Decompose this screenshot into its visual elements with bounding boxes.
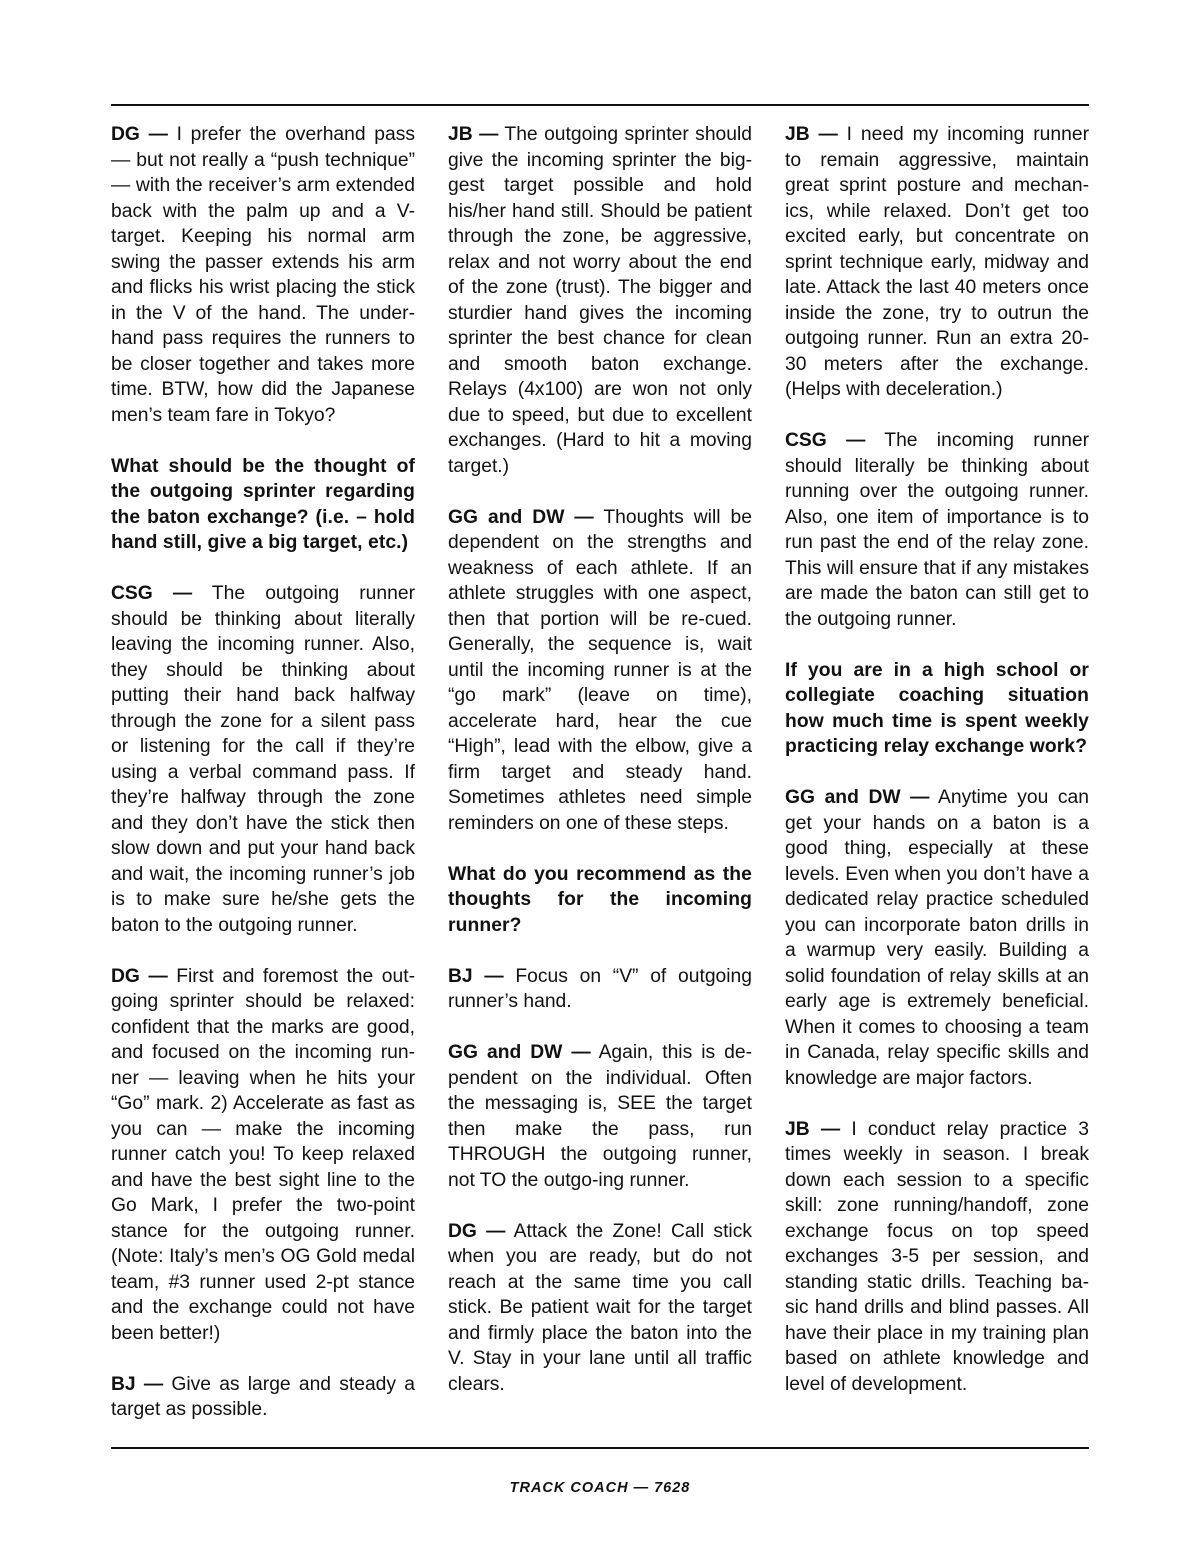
speaker-label: GG and DW — — [448, 506, 594, 528]
page-footer: TRACK COACH — 7628 — [509, 1480, 691, 1496]
interview-answer — [785, 122, 1089, 403]
speaker-label: BJ — — [111, 1373, 164, 1395]
bottom-rule — [111, 1447, 1089, 1449]
column-3 — [785, 122, 1089, 1397]
interview-answer — [111, 581, 415, 938]
answer-text: I prefer the overhand pass — but not really a “push technique” — with the receiver’s arm extended back with the palm up and a V-target. Keeping his normal arm swing the passer extends his arm and flicks his wrist placing the stick in the V of the hand. The under-hand pass requires the runners to be closer together and takes more time. BTW, how did the Japanese men’s team fare in Tokyo? — [111, 124, 416, 426]
speaker-label: DG — — [111, 124, 168, 145]
speaker-label: CSG — — [111, 583, 193, 604]
answer-text: The outgoing runner should be thinking about literally leaving the incoming runner. Also, they should be thinking about putting their hand back halfway through the zone for a silent pass or listening for the call if they’re using a verbal command pass. If they’re halfway through the zone and they don’t have the stick then slow down and put your hand back and wait, the incoming runner’s job is to make sure he/she gets the baton to the outgoing runner. — [111, 583, 415, 936]
top-rule — [111, 104, 1089, 106]
interview-answer — [448, 1040, 752, 1193]
interview-question: If you are in a high school or collegiate coaching situation how much time is spent weekly practicing relay exchange work? — [785, 659, 1089, 757]
interview-answer — [111, 122, 415, 428]
speaker-label: JB — — [785, 1118, 841, 1140]
interview-answer — [785, 785, 1089, 1091]
speaker-label: GG and DW — — [448, 1042, 591, 1063]
interview-answer — [111, 964, 415, 1347]
speaker-label: CSG — — [785, 430, 866, 451]
speaker-label: JB — — [448, 124, 499, 145]
column-1 — [111, 122, 415, 1423]
answer-text: Thoughts will be dependent on the strengths and weakness of each athlete. If an athlete struggles with one aspect, then that portion will be re-cued. Generally, the sequence is, wait until the incoming runner is at the “go mark” (leave on time), accelerate hard, hear the cue “High”, lead with the elbow, give a firm target and steady hand. Sometimes athletes need simple reminders on one of these steps. — [448, 506, 752, 834]
column-2 — [448, 122, 752, 1397]
speaker-label: JB — — [785, 124, 838, 145]
answer-text: Again, this is de-pendent on the individual. Often the messaging is, SEE the target then make the pass, run THROUGH the outgoing runner, not TO the outgo-ing runner. — [448, 1042, 752, 1191]
speaker-label: DG — — [448, 1220, 506, 1242]
speaker-label: GG and DW — — [785, 787, 930, 808]
answer-text: The incoming runner should literally be thinking about running over the outgoing runner. Also, one item of importance is to run past the end of the relay zone. This will ensure that if any mistakes are made the baton can still get to the outgoing runner. — [785, 430, 1089, 630]
answer-text: I conduct relay practice 3 times weekly in season. I break down each session to a specific skill: zone running/handoff, zone exchange focus on top speed exchanges 3-5 per session, and standing static drills. Teaching ba-sic hand drills and blind passes. All have their place in my training plan based on athlete knowledge and level of development. — [785, 1118, 1089, 1395]
interview-answer — [111, 1372, 415, 1423]
answer-text: The outgoing sprinter should give the incoming sprinter the big-gest target possible and hold his/her hand still. Should be patient through the zone, be aggressive, relax and not worry about the end of the zone (trust). The bigger and sturdier hand gives the incoming sprinter the best chance for clean and smooth baton exchange. Relays (4x100) are won not only due to speed, but due to excellent exchanges. (Hard to hit a moving target.) — [448, 124, 752, 477]
answer-text: Attack the Zone! Call stick when you are ready, but do not reach at the same time you call stick. Be patient wait for the target and firmly place the baton into the V. Stay in your lane until all traffic clears. — [448, 1220, 752, 1395]
interview-answer — [448, 122, 752, 479]
answer-text: First and foremost the out-going sprinter should be relaxed: confident that the marks are good, and focused on the incoming run-ner — leaving when he hits your “Go” mark. 2) Accelerate as fast as you can — make the incoming runner catch you! To keep relaxed and have the best sight line to the Go Mark, I prefer the two-point stance for the outgoing runner. (Note: Italy’s men’s OG Gold medal team, #3 runner used 2-pt stance and the exchange could not have been better!) — [111, 965, 415, 1344]
interview-answer — [448, 505, 752, 837]
interview-answer — [448, 964, 752, 1015]
speaker-label: BJ — — [448, 965, 504, 987]
interview-question: What should be the thought of the outgoing sprinter regarding the baton exchange? (i.e. – hold hand still, give a big target, etc.) — [111, 455, 415, 553]
interview-answer — [785, 1117, 1089, 1398]
interview-answer — [785, 428, 1089, 632]
interview-question: What do you recommend as the thoughts for the incoming runner? — [448, 863, 752, 936]
answer-text: Focus on “V” of outgoing runner’s hand. — [448, 965, 752, 1012]
interview-answer — [448, 1219, 752, 1398]
speaker-label: DG — — [111, 965, 168, 987]
answer-text: Give as large and steady a target as possible. — [111, 1373, 415, 1420]
answer-text: I need my incoming runner to remain aggressive, maintain great sprint posture and mechan-ics, while relaxed. Don’t get too excited early, but concentrate on sprint technique early, midway and late. Attack the last 40 meters once inside the zone, try to outrun the outgoing runner. Run an extra 20-30 meters after the exchange. (Helps with deceleration.) — [785, 124, 1089, 400]
answer-text: Anytime you can get your hands on a baton is a good thing, especially at these levels. Even when you don’t have a dedicated relay practice scheduled you can incorporate baton drills in a warmup very easily. Building a solid foundation of relay skills at an early age is extremely beneficial. When it comes to choosing a team in Canada, relay specific skills and knowledge are major factors. — [785, 787, 1089, 1089]
